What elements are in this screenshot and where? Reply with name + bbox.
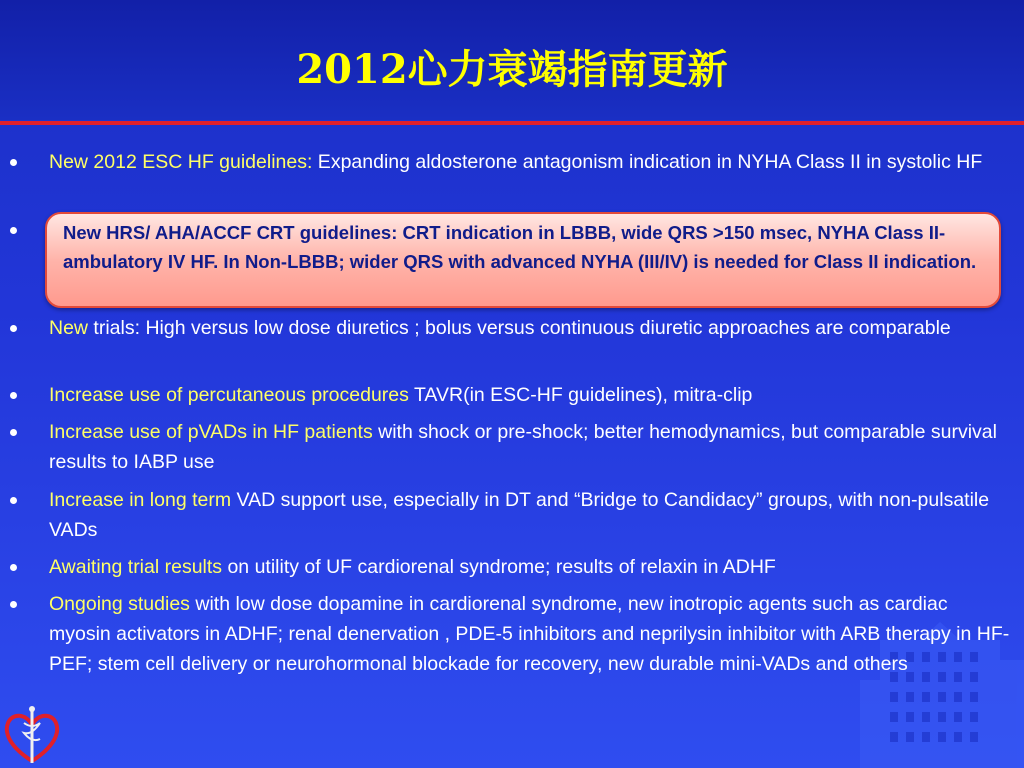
bullet-dot-icon <box>8 485 18 515</box>
bullet-lead: Ongoing studies <box>49 593 190 615</box>
bullet-dot-icon <box>8 380 18 410</box>
bullet-text: trials: High versus low dose diuretics ; bolus versus continuous diuretic approaches are comparable <box>88 317 951 339</box>
bullet-text: with shock or pre-shock; better hemodynamics, but comparable survival results to IABP use <box>49 421 997 473</box>
crt-guidelines-callout <box>45 212 1001 308</box>
list-item <box>8 380 1013 410</box>
list-item <box>8 589 1013 679</box>
bullet-lead: New <box>49 317 89 339</box>
bullet-dot-icon <box>8 417 18 447</box>
list-item <box>8 147 1013 177</box>
bullet-dot-icon <box>8 147 18 177</box>
bullet-lead: Increase use of pVADs in HF patients <box>49 421 373 443</box>
bullet-dot-icon <box>8 589 18 619</box>
title-divider <box>0 121 1024 125</box>
bullet-dot-icon <box>8 552 18 582</box>
bullet-text: Expanding aldosterone antagonism indication in NYHA Class II in systolic HF <box>312 151 983 173</box>
bullet-lead: New 2012 ESC HF guidelines: <box>49 151 313 173</box>
bullet-text: on utility of UF cardiorenal syndrome; results of relaxin in ADHF <box>222 556 776 578</box>
bullet-dot-icon <box>8 215 18 245</box>
bullet-dot-icon <box>8 313 18 343</box>
slide-title: 2012心力衰竭指南更新 <box>296 46 728 93</box>
list-item <box>8 417 1013 477</box>
bullet-lead: Awaiting trial results <box>49 556 223 578</box>
bullet-text: with low dose dopamine in cardiorenal syndrome, new inotropic agents such as cardiac myosin activators in ADHF; renal denervation , PDE-5 inhibitors and neprilysin inhibitor with ARB therapy in HF-PEF; stem cell delivery or neurohormonal blockade for recovery, new durable mini-VADs and others <box>49 593 1010 675</box>
list-item <box>8 313 1013 343</box>
bullet-lead: Increase use of percutaneous procedures <box>49 384 409 406</box>
list-item <box>8 485 1013 545</box>
bullet-lead: Increase in long term <box>49 489 232 511</box>
heart-caduceus-logo <box>2 703 62 767</box>
bullet-text: TAVR(in ESC-HF guidelines), mitra-clip <box>408 384 753 406</box>
bullet-text: VAD support use, especially in DT and “Bridge to Candidacy” groups, with non-pulsatile VADs <box>49 489 990 541</box>
list-item <box>8 552 1013 582</box>
callout-text: New HRS/ AHA/ACCF CRT guidelines: CRT indication in LBBB, wide QRS >150 msec, NYHA Class II-ambulatory IV HF. In Non-LBBB; wider QRS with advanced NYHA (III/IV) is needed for Class II indication. <box>63 222 977 272</box>
